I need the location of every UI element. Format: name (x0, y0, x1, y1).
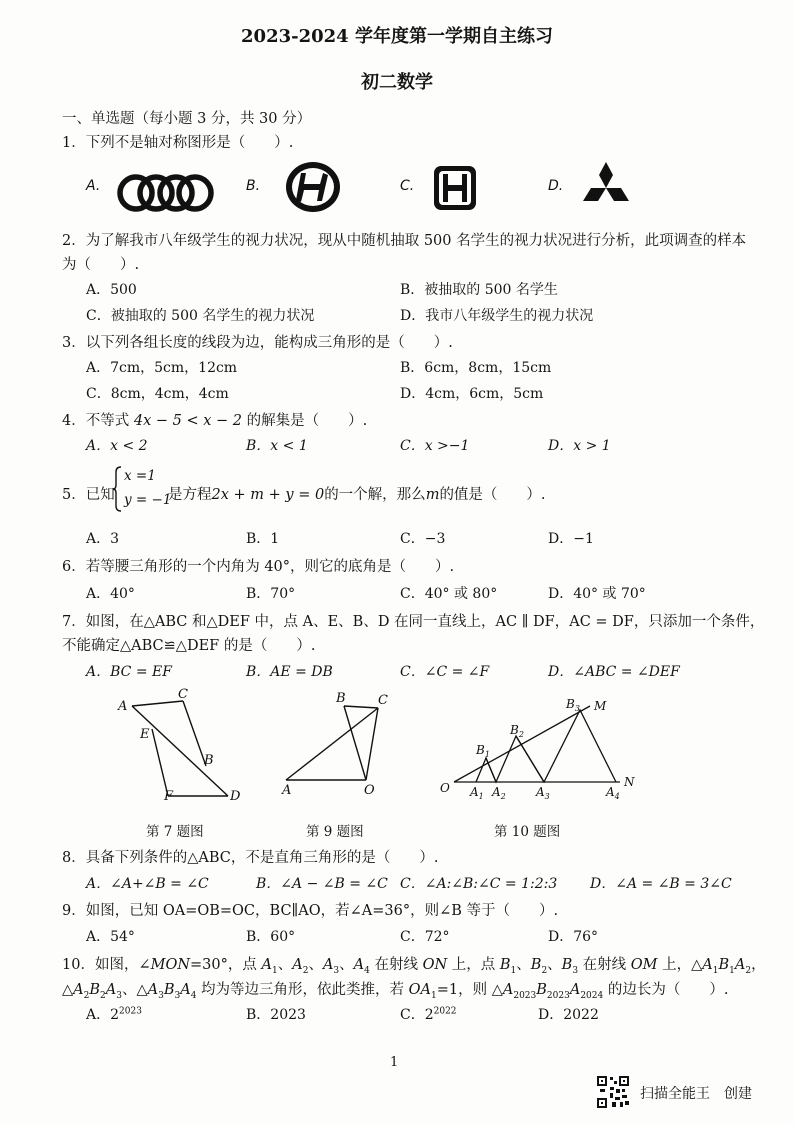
fig7-label-f: F (164, 789, 174, 804)
fig9-label-b: B (336, 691, 346, 706)
figure-7 (110, 687, 250, 810)
fig10-label-m: M (594, 699, 607, 713)
fig7-label-d: D (230, 789, 241, 804)
q1-option-c: C. (400, 178, 415, 194)
q2-option-d: D．我市八年级学生的视力状况 (400, 308, 594, 324)
q4-inequality: 4x − 5 < x − 2 (133, 413, 242, 429)
q6-option-a: A．40° (86, 586, 135, 602)
q1-stem: 1．下列不是轴对称图形是（ ）. (62, 135, 294, 151)
section-heading: 一、单选题（每小题 3 分，共 30 分） (62, 111, 312, 127)
q3-option-d: D．4cm，6cm，5cm (400, 386, 544, 402)
q4-stem-post: 的解集是（ ）. (241, 413, 368, 429)
figure-9 (278, 690, 398, 810)
q9-option-a: A．54° (86, 929, 135, 945)
q10-option-b: B．2023 (246, 1007, 306, 1023)
q5-stem-mid: 是方程 (168, 487, 212, 503)
audi-logo-icon (116, 170, 214, 216)
q7-option-c: C．∠C = ∠F (400, 664, 490, 680)
q4-option-a: A．x < 2 (86, 438, 148, 454)
q6-option-d: D．40° 或 70° (548, 586, 646, 602)
q1-option-b: B. (246, 178, 261, 194)
q10-option-a-exponent: 2023 (119, 1006, 142, 1017)
q2-stem-line1: 2．为了解我市八年级学生的视力状况，现从中随机抽取 500 名学生的视力状况进行分析，此项调查的样本 (62, 233, 747, 249)
q5-stem-end: 的值是（ ）. (439, 487, 546, 503)
q10-stem-line2: $\triangle A_2B_2A_3$、$\triangle A_3B_3A_4$ 均为等边三角形，依此类推，若 $OA_1=1$，则 $\triangle A_{2023}B_{2023}A_{2024}$ 的边长为（ ）. (62, 982, 729, 1001)
fig7-line-ad (132, 706, 228, 796)
fig9-line-bc (344, 706, 378, 708)
q5-equation-x: x =1 (124, 468, 156, 484)
q9-stem: 9．如图，已知 OA=OB=OC，BC∥AO，若∠A=36°，则∠B 等于（ ）. (62, 903, 559, 919)
q8-option-c: C．∠A:∠B:∠C = 1:2:3 (400, 876, 558, 892)
q7-stem-line2: 不能确定△ABC≌△DEF 的是（ ）. (62, 638, 316, 654)
subject-title: 初二数学 (361, 72, 433, 93)
fig10-label-o: O (440, 781, 450, 795)
q4-stem-pre: 4．不等式 (62, 413, 134, 429)
qr-code-icon (596, 1075, 630, 1109)
q5-stem-pre: 5．已知 (62, 487, 115, 503)
q1-option-d: D. (548, 178, 564, 194)
q6-option-c: C．40° 或 80° (400, 586, 498, 602)
q10-option-a-base: A．2 (86, 1007, 120, 1023)
page-number: 1 (390, 1055, 399, 1070)
q1-option-a: A. (86, 178, 101, 194)
fig10-label-b2: $B_2$ (510, 723, 524, 739)
q10-option-c-exponent: 2022 (433, 1006, 457, 1017)
q5-equation-y: y = −1 (124, 492, 172, 508)
q6-stem: 6．若等腰三角形的一个内角为 40°，则它的底角是（ ）. (62, 559, 455, 575)
fig10-triangles (476, 710, 616, 782)
fig9-caption: 第 9 题图 (306, 824, 364, 840)
q4-option-d: D．x > 1 (548, 438, 611, 454)
fig7-label-a: A (118, 699, 128, 714)
fig10-ray-om (454, 706, 590, 782)
honda-logo-icon (432, 164, 478, 212)
q8-stem: 8．具备下列条件的△ABC，不是直角三角形的是（ ）. (62, 850, 439, 866)
fig10-label-a3: $A_3$ (536, 785, 550, 801)
q8-option-b: B．∠A − ∠B = ∠C (256, 876, 388, 892)
q4-stem (62, 409, 367, 430)
q5-variable: m (425, 487, 440, 503)
q4-option-b: B．x < 1 (246, 438, 308, 454)
fig7-label-b: B (204, 753, 214, 768)
fig9-label-c: C (378, 693, 388, 708)
fig7-label-c: C (178, 687, 188, 702)
q3-option-c: C．8cm，4cm，4cm (86, 386, 229, 402)
q5-option-a: A．3 (86, 531, 120, 547)
q10-option-c-base: C．2 (400, 1007, 434, 1023)
fig10-label-a2: $A_2$ (492, 785, 506, 801)
q6-option-b: B．70° (246, 586, 296, 602)
fig10-label-b1: $B_1$ (476, 743, 490, 759)
q3-option-b: B．6cm，8cm，15cm (400, 360, 552, 376)
scanner-watermark: 扫描全能王 创建 (640, 1086, 752, 1102)
q3-option-a: A．7cm，5cm，12cm (86, 360, 238, 376)
q10-option-c (400, 1004, 457, 1024)
q9-option-b: B．60° (246, 929, 296, 945)
mitsubishi-logo-icon (578, 160, 634, 214)
q5-brace-icon (112, 466, 122, 512)
fig10-label-a4: $A_4$ (606, 785, 620, 801)
q5-option-d: D．−1 (548, 531, 594, 547)
q7-option-b: B．AE = DB (246, 664, 333, 680)
q5-option-c: C．−3 (400, 531, 446, 547)
q7-option-a: A．BC = EF (86, 664, 172, 680)
q3-stem: 3．以下列各组长度的线段为边，能构成三角形的是（ ）. (62, 335, 453, 351)
q9-option-c: C．72° (400, 929, 450, 945)
q10-option-d: D．2022 (538, 1007, 599, 1023)
q2-option-a: A．500 (86, 282, 137, 298)
fig9-label-a: A (282, 783, 292, 798)
q7-stem-line1: 7．如图，在△ABC 和△DEF 中，点 A、E、B、D 在同一直线上，AC ∥ DF，AC = DF，只添加一个条件， (62, 614, 765, 630)
q8-option-a: A．∠A+∠B = ∠C (86, 876, 209, 892)
q2-option-c: C．被抽取的 500 名学生的视力状况 (86, 308, 315, 324)
fig7-label-e: E (140, 727, 150, 742)
q9-option-d: D．76° (548, 929, 599, 945)
q10-stem-line1: 10．如图，∠MON=30°，点 $A_1$、$A_2$、$A_3$、$A_4$ 在射线 ON 上，点 $B_1$、$B_2$、$B_3$ 在射线 OM 上，$\triangle A_1B_1A_2$， (62, 957, 766, 976)
fig10-label-b3: $B_3$ (566, 697, 580, 713)
q10-option-a (86, 1004, 142, 1024)
q5-stem-rest (168, 483, 546, 504)
fig7-line-ac (132, 701, 183, 706)
fig7-line-fe (152, 729, 168, 796)
fig9-line-ac (286, 708, 378, 780)
fig9-line-co (366, 708, 378, 780)
fig10-caption: 第 10 题图 (494, 824, 561, 840)
q5-equation: 2x + m + y = 0 (211, 487, 325, 503)
fig10-label-a1: $A_1$ (470, 785, 484, 801)
fig9-line-bo (344, 706, 366, 780)
hyundai-logo-icon (284, 160, 342, 214)
q5-stem-post: 的一个解，那么 (324, 487, 426, 503)
figure-10 (436, 694, 636, 806)
q2-stem-line2: 为（ ）. (62, 257, 140, 273)
fig7-caption: 第 7 题图 (146, 824, 204, 840)
fig10-label-n: N (624, 775, 635, 789)
q2-option-b: B．被抽取的 500 名学生 (400, 282, 558, 298)
exam-title: 2023-2024 学年度第一学期自主练习 (241, 26, 553, 47)
q5-option-b: B．1 (246, 531, 280, 547)
q4-option-c: C．x >−1 (400, 438, 470, 454)
fig9-label-o: O (364, 783, 375, 798)
q7-option-d: D．∠ABC = ∠DEF (548, 664, 680, 680)
q8-option-d: D．∠A = ∠B = 3∠C (590, 876, 732, 892)
